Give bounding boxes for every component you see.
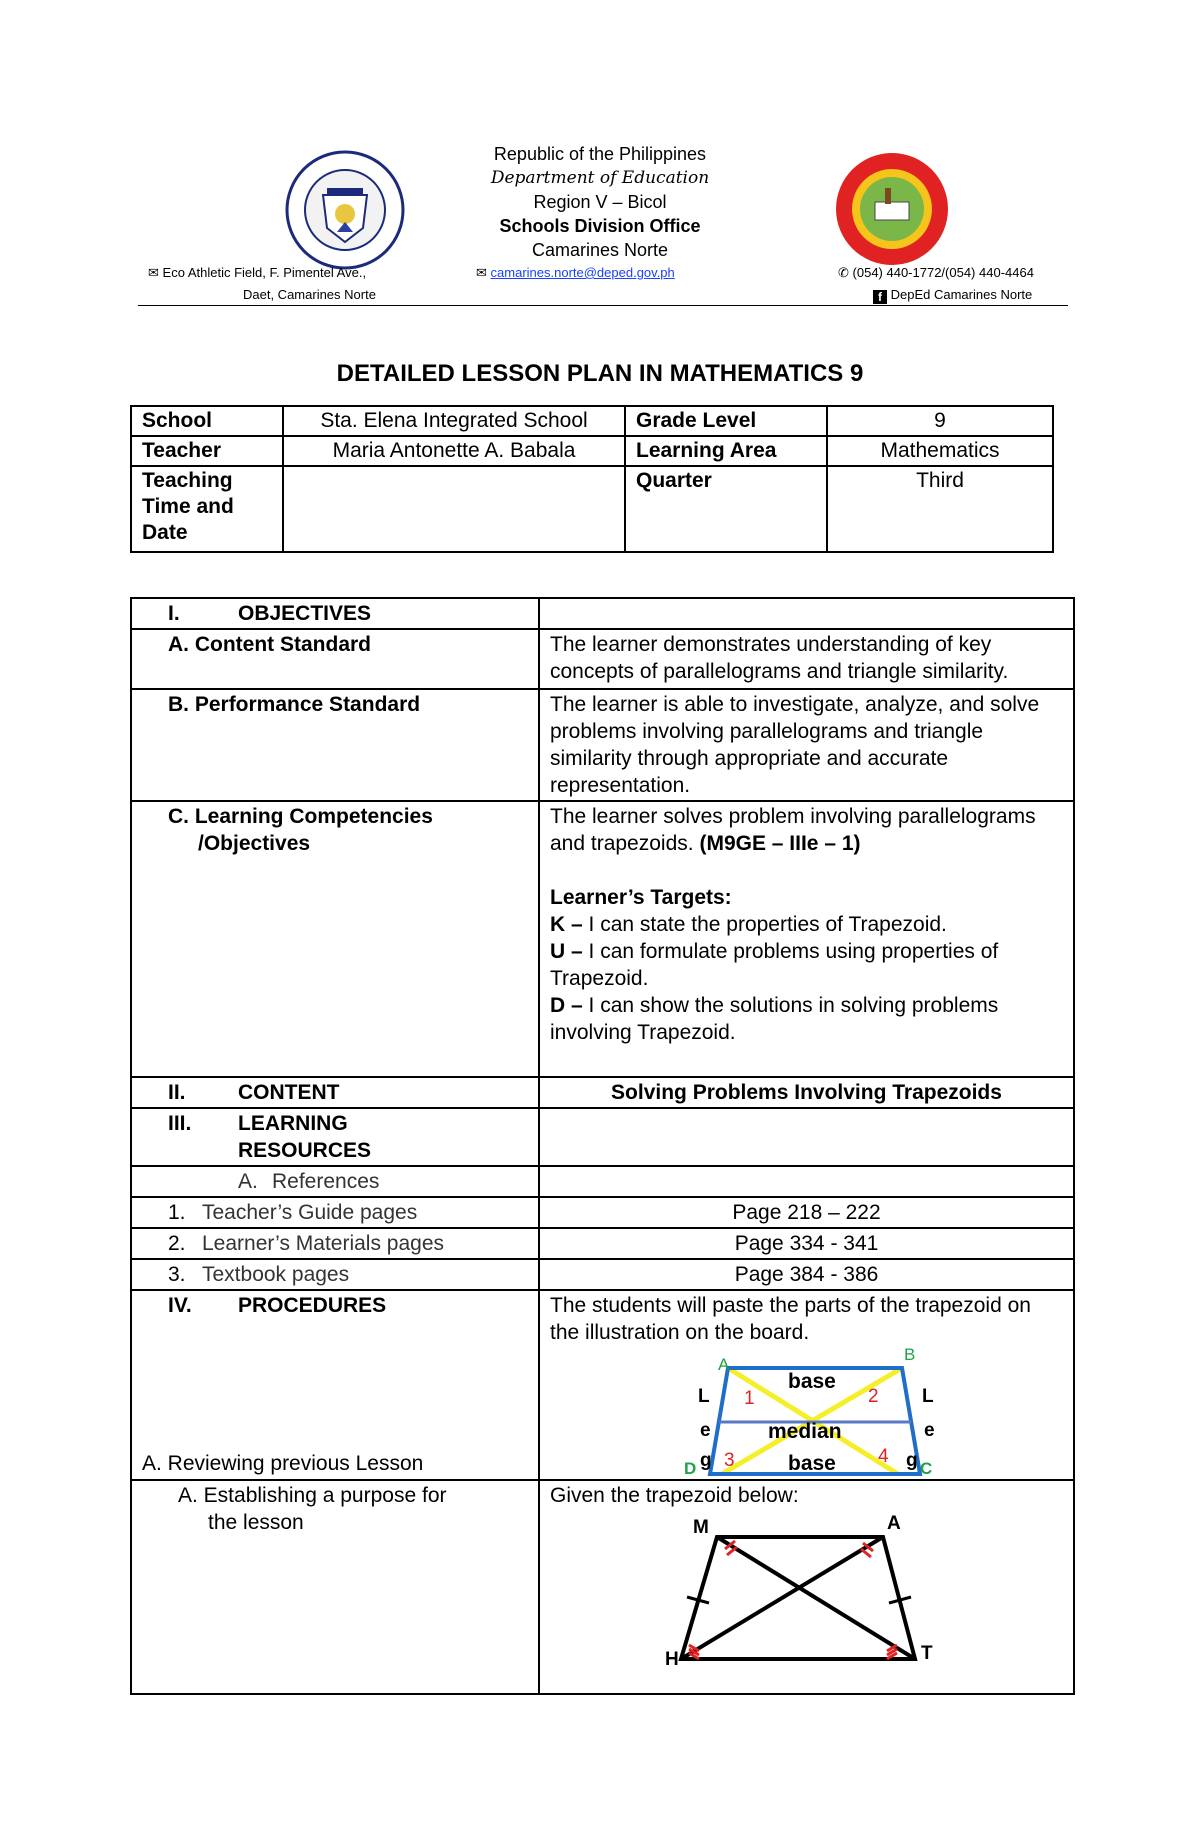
- performance-standard-text: The learner is able to investigate, analyze, and solve problems involving parallelograms and triangle similarity through appropriate and accurate representation.: [539, 689, 1074, 801]
- vertex-b-label: B: [904, 1346, 916, 1364]
- vertex-a-label: A: [718, 1355, 730, 1374]
- vertex-h-label: H: [665, 1649, 679, 1667]
- info-table: [130, 405, 1054, 553]
- republic-text: Republic of the Philippines: [493, 144, 707, 164]
- references-label: [131, 1166, 539, 1197]
- school-label: School: [131, 406, 283, 436]
- resource-item-label: [131, 1259, 539, 1290]
- references-text: References: [272, 1170, 380, 1193]
- competency-code: (M9GE – IIIe – 1): [699, 832, 861, 855]
- facebook-icon: f: [873, 290, 887, 304]
- facebook-text: DepEd Camarines Norte: [890, 287, 1033, 302]
- leg-label: g: [906, 1450, 918, 1471]
- time-label-line: Teaching: [142, 469, 233, 492]
- table-row: [131, 1108, 1074, 1166]
- document-title: DETAILED LESSON PLAN IN MATHEMATICS 9: [336, 360, 864, 387]
- quarter-value: Third: [827, 466, 1053, 552]
- phone-text: (054) 440-1772/(054) 440-4464: [852, 265, 1034, 280]
- time-label-line: Date: [142, 521, 188, 544]
- time-label-line: Time and: [142, 495, 234, 518]
- table-row: [131, 598, 1074, 629]
- section-number: II.: [168, 1081, 186, 1104]
- teacher-label: Teacher: [131, 436, 283, 466]
- content-heading: [131, 1077, 539, 1108]
- competencies-text: [539, 801, 1074, 1077]
- trapezoid-figure-2: [665, 1509, 955, 1667]
- angle-1-label: 1: [744, 1388, 755, 1409]
- trapezoid-outline: [681, 1537, 915, 1659]
- purpose-label-line: the lesson: [208, 1511, 304, 1534]
- address-line2: Daet, Camarines Norte: [243, 287, 376, 302]
- resource-item-text: Textbook pages: [202, 1263, 350, 1286]
- leg-label: g: [700, 1450, 712, 1471]
- grade-value: 9: [827, 406, 1053, 436]
- resource-item-label: [131, 1228, 539, 1259]
- table-row: [131, 1290, 1074, 1480]
- purpose-label-line: A. Establishing a purpose for: [178, 1484, 447, 1507]
- section-label: CONTENT: [238, 1081, 340, 1104]
- section-label: OBJECTIVES: [238, 602, 372, 625]
- angle-4-label: 4: [878, 1446, 889, 1467]
- school-value: Sta. Elena Integrated School: [283, 406, 625, 436]
- email-link[interactable]: camarines.norte@deped.gov.ph: [490, 265, 675, 280]
- resource-item-value: Page 384 - 386: [539, 1259, 1074, 1290]
- trapezoid-figure-1: [680, 1346, 980, 1478]
- vertex-d-label: D: [684, 1459, 697, 1478]
- target-d-label: D –: [550, 994, 583, 1017]
- objectives-heading: [131, 598, 539, 629]
- content-standard-text: The learner demonstrates understanding of key concepts of parallelograms and triangle similarity.: [539, 629, 1074, 689]
- vertex-t-label: T: [921, 1643, 933, 1664]
- leg-label: L: [698, 1386, 710, 1407]
- table-row: [131, 1077, 1074, 1108]
- header-block: [380, 142, 820, 262]
- time-value: [283, 466, 625, 552]
- procedures-heading: [131, 1290, 539, 1480]
- competencies-label: [131, 801, 539, 1077]
- reviewing-label: A. Reviewing previous Lesson: [142, 1452, 424, 1475]
- facebook-line: [873, 287, 1032, 304]
- email-line: [476, 265, 675, 281]
- resource-item-number: 1.: [168, 1201, 186, 1224]
- vertex-m-label: M: [693, 1517, 709, 1538]
- diagonal-line: [717, 1537, 915, 1659]
- lesson-table: [130, 597, 1075, 1695]
- address-line1: [148, 265, 366, 281]
- median-label: median: [768, 1420, 842, 1443]
- table-row: [131, 1228, 1074, 1259]
- table-row: [131, 1259, 1074, 1290]
- table-row: [131, 689, 1074, 801]
- target-u-label: U –: [550, 940, 583, 963]
- base-label: base: [788, 1452, 836, 1475]
- resources-heading: [131, 1108, 539, 1166]
- competency-text: The learner solves problem involving parallelograms and trapezoids.: [550, 805, 1036, 855]
- teacher-value: Maria Antonette A. Babala: [283, 436, 625, 466]
- table-row: [131, 1197, 1074, 1228]
- content-value: Solving Problems Involving Trapezoids: [539, 1077, 1074, 1108]
- envelope-icon: ✉: [476, 265, 487, 280]
- content-standard-label: A. Content Standard: [131, 629, 539, 689]
- table-row: [131, 1166, 1074, 1197]
- section-label: RESOURCES: [238, 1139, 372, 1162]
- department-text: Department of Education: [490, 168, 710, 188]
- purpose-label: [131, 1480, 539, 1694]
- reviewing-cell: [539, 1290, 1074, 1480]
- target-k-text: I can state the properties of Trapezoid.: [582, 913, 947, 936]
- division-text: Camarines Norte: [531, 240, 669, 260]
- angle-2-label: 2: [868, 1386, 879, 1407]
- resource-item-value: Page 218 – 222: [539, 1197, 1074, 1228]
- reviewing-text: The students will paste the parts of the trapezoid on the illustration on the board.: [550, 1294, 1031, 1344]
- angle-mark: [887, 1645, 897, 1659]
- vertex-c-label: C: [920, 1459, 933, 1478]
- grade-label: Grade Level: [625, 406, 827, 436]
- section-label: LEARNING: [238, 1112, 348, 1135]
- resource-item-value: Page 334 - 341: [539, 1228, 1074, 1259]
- purpose-cell: [539, 1480, 1074, 1694]
- target-k-label: K –: [550, 913, 583, 936]
- section-number: I.: [168, 602, 180, 625]
- leg-label: e: [924, 1420, 935, 1441]
- angle-3-label: 3: [724, 1450, 735, 1471]
- table-row: [131, 1480, 1074, 1694]
- resources-value: [539, 1108, 1074, 1166]
- references-letter: A.: [238, 1170, 258, 1193]
- address-text: Eco Athletic Field, F. Pimentel Ave.,: [162, 265, 367, 280]
- header-divider: [138, 305, 1068, 306]
- resource-item-number: 3.: [168, 1263, 186, 1286]
- area-label: Learning Area: [625, 436, 827, 466]
- table-row: [131, 466, 1053, 552]
- section-number: III.: [168, 1112, 192, 1135]
- objectives-value: [539, 598, 1074, 629]
- targets-label: Learner’s Targets:: [550, 886, 732, 909]
- table-row: [131, 801, 1074, 1077]
- purpose-text: Given the trapezoid below:: [550, 1484, 799, 1507]
- leg-label: L: [922, 1386, 934, 1407]
- competencies-label-line: C. Learning Competencies: [168, 805, 433, 828]
- section-label: PROCEDURES: [238, 1294, 387, 1317]
- competencies-label-line: /Objectives: [198, 832, 311, 855]
- section-number: IV.: [168, 1294, 192, 1317]
- leg-label: e: [700, 1420, 711, 1441]
- table-row: [131, 406, 1053, 436]
- area-value: Mathematics: [827, 436, 1053, 466]
- resource-item-text: Teacher’s Guide pages: [202, 1201, 418, 1224]
- table-row: [131, 436, 1053, 466]
- region-text: Region V – Bicol: [533, 192, 667, 212]
- target-d-text: I can show the solutions in solving problems involving Trapezoid.: [550, 994, 999, 1044]
- quarter-label: Quarter: [625, 466, 827, 552]
- vertex-a-label: A: [887, 1513, 901, 1534]
- envelope-icon: ✉: [148, 265, 159, 280]
- references-value: [539, 1166, 1074, 1197]
- resource-item-number: 2.: [168, 1232, 186, 1255]
- performance-standard-label: B. Performance Standard: [131, 689, 539, 801]
- division-seal-logo: [835, 152, 950, 267]
- table-row: [131, 629, 1074, 689]
- office-text: Schools Division Office: [499, 216, 701, 236]
- resource-item-label: [131, 1197, 539, 1228]
- time-label: [131, 466, 283, 552]
- phone-line: [838, 265, 1034, 281]
- phone-icon: ✆: [838, 265, 849, 280]
- target-u-text: I can formulate problems using properties of Trapezoid.: [550, 940, 999, 990]
- base-label: base: [788, 1370, 836, 1393]
- resource-item-text: Learner’s Materials pages: [202, 1232, 445, 1255]
